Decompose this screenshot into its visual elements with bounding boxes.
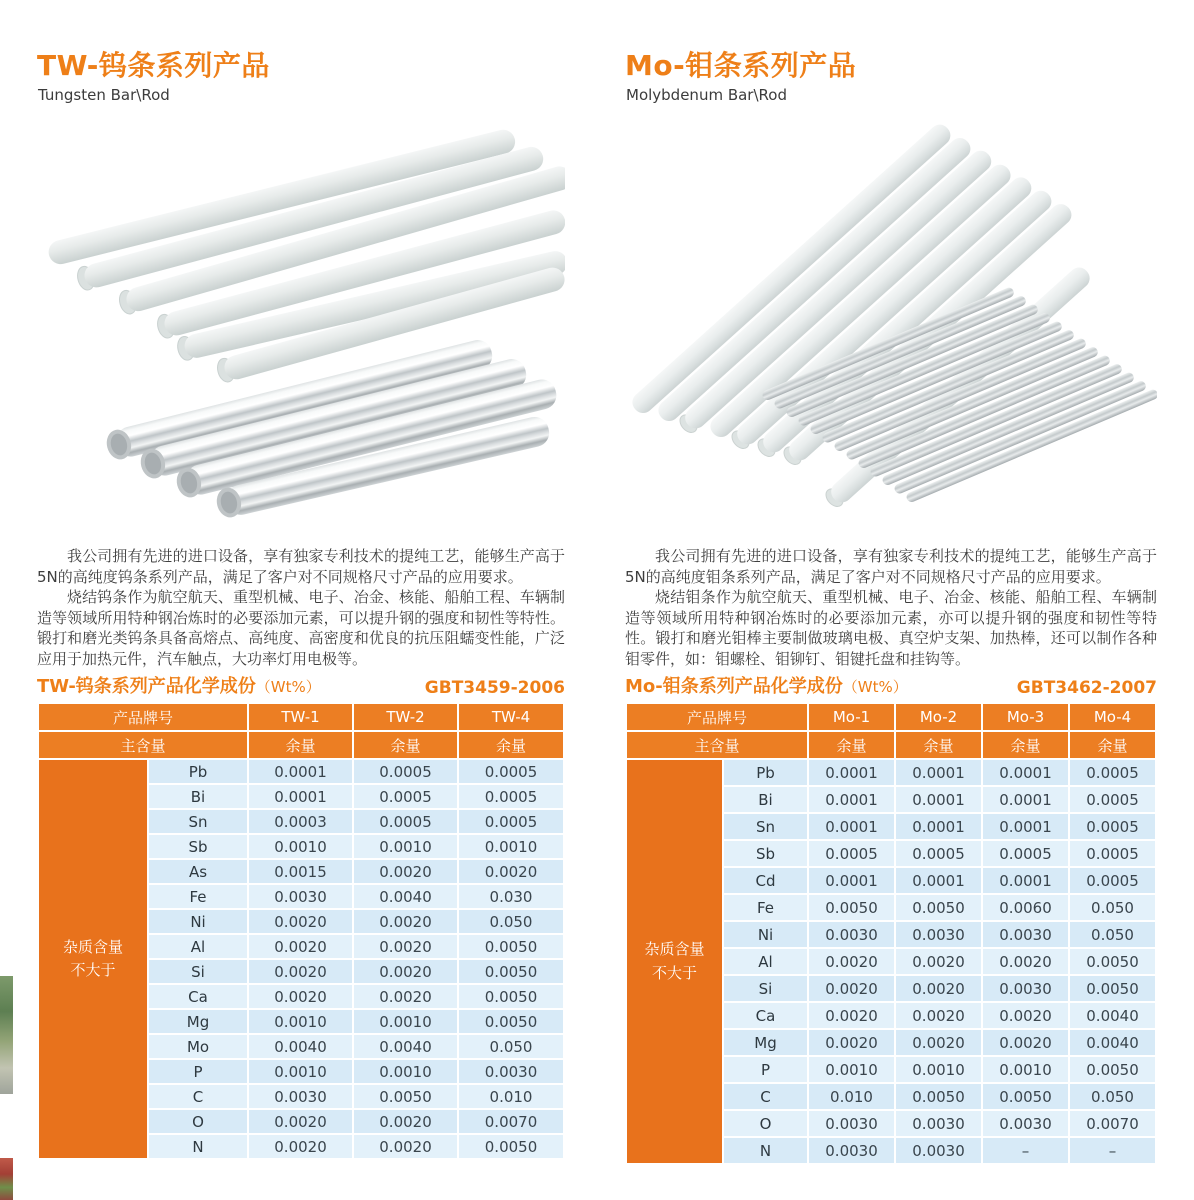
element-cell: Si (724, 976, 807, 1001)
description-paragraph: 我公司拥有先进的进口设备，享有独家专利技术的提纯工艺，能够生产高于5N的高纯度钼条系列产品，满足了客户对不同规格尺寸产品的应用要求。 (625, 547, 1157, 586)
value-cell: 0.0001 (983, 787, 1068, 812)
element-cell: Fe (724, 895, 807, 920)
edge-photo-sliver-red (0, 1158, 13, 1200)
element-cell: O (149, 1110, 247, 1133)
value-cell: 0.0020 (354, 1110, 457, 1133)
value-cell: 0.0005 (459, 810, 563, 833)
impurity-label-cell (39, 760, 147, 1158)
value-cell: 0.0001 (809, 787, 894, 812)
element-cell: Bi (149, 785, 247, 808)
value-cell: 0.0001 (249, 760, 352, 783)
product-description (625, 546, 1157, 670)
value-cell: 0.0020 (354, 910, 457, 933)
element-cell: Sn (724, 814, 807, 839)
element-cell: Ca (724, 1003, 807, 1028)
element-cell: Cd (724, 868, 807, 893)
value-cell: 0.0005 (1070, 868, 1155, 893)
value-cell: 0.0030 (896, 1111, 981, 1136)
molybdenum-rods-photo (625, 106, 1157, 528)
impurity-label-line: 杂质含量 (62, 937, 123, 956)
element-cell: C (724, 1084, 807, 1109)
chem-table-caption (625, 674, 1157, 698)
value-cell: 0.0050 (459, 985, 563, 1008)
value-cell: 0.050 (1070, 1084, 1155, 1109)
value-cell: 0.0020 (896, 949, 981, 974)
value-cell: 0.0050 (459, 935, 563, 958)
page-subtitle-tungsten: Tungsten Bar\Rod (38, 86, 170, 104)
value-cell: 0.0020 (249, 1110, 352, 1133)
value-cell: 0.0070 (459, 1110, 563, 1133)
value-cell: 0.0005 (1070, 814, 1155, 839)
value-cell: 0.0001 (896, 868, 981, 893)
value-cell: 0.0015 (249, 860, 352, 883)
value-cell: 0.0020 (983, 1030, 1068, 1055)
element-cell: As (149, 860, 247, 883)
description-paragraph: 烧结钼条作为航空航天、重型机械、电子、冶金、核能、船舶工程、车辆制造等领域所用特种钢冶炼时的必要添加元素，亦可以提升钢的强度和韧性等特性。锻打和磨光钼棒主要制做玻璃电极、真空炉支架、加热棒，还可以制作各种钼零件，如：钼螺栓、钼铆钉、钼键托盘和挂钩等。 (625, 588, 1157, 668)
value-cell: 0.0005 (809, 841, 894, 866)
value-cell: 0.0020 (983, 1003, 1068, 1028)
col-header-grade: Mo-2 (896, 704, 981, 730)
tungsten-rods-illustration (37, 106, 565, 528)
col-header-grade: TW-2 (354, 704, 457, 730)
value-cell: 0.0020 (809, 949, 894, 974)
value-cell: 0.0030 (809, 1138, 894, 1163)
value-cell: 0.0040 (1070, 1003, 1155, 1028)
chem-table-standard: GBT3462-2007 (1016, 678, 1157, 698)
element-cell: P (149, 1060, 247, 1083)
value-cell: 0.050 (459, 910, 563, 933)
col-header-grade: TW-1 (249, 704, 352, 730)
value-cell: 0.0001 (809, 868, 894, 893)
element-cell: Si (149, 960, 247, 983)
value-cell: 0.0010 (354, 835, 457, 858)
col-header-grade: Mo-3 (983, 704, 1068, 730)
value-cell: 0.0020 (896, 976, 981, 1001)
balance-cell: 余量 (896, 732, 981, 758)
description-paragraph: 我公司拥有先进的进口设备，享有独家专利技术的提纯工艺，能够生产高于5N的高纯度钨条系列产品，满足了客户对不同规格尺寸产品的应用要求。 (37, 547, 565, 586)
value-cell: 0.0050 (809, 895, 894, 920)
value-cell: 0.0001 (983, 868, 1068, 893)
value-cell: 0.0010 (354, 1010, 457, 1033)
balance-cell: 余量 (459, 732, 563, 758)
value-cell: 0.0010 (354, 1060, 457, 1083)
balance-cell: 余量 (983, 732, 1068, 758)
value-cell: 0.030 (459, 885, 563, 908)
value-cell: 0.050 (1070, 895, 1155, 920)
value-cell: 0.0050 (354, 1085, 457, 1108)
element-cell: P (724, 1057, 807, 1082)
element-cell: N (149, 1135, 247, 1158)
value-cell: 0.0010 (249, 1010, 352, 1033)
value-cell: 0.0050 (459, 960, 563, 983)
main-content-label: 主含量 (39, 732, 247, 758)
value-cell: – (983, 1138, 1068, 1163)
value-cell: – (1070, 1138, 1155, 1163)
chem-table-title: Mo-钼条系列产品化学成份 (625, 676, 843, 697)
value-cell: 0.0020 (249, 1135, 352, 1158)
value-cell: 0.0010 (983, 1057, 1068, 1082)
value-cell: 0.0020 (249, 985, 352, 1008)
value-cell: 0.0010 (809, 1057, 894, 1082)
value-cell: 0.0050 (1070, 949, 1155, 974)
value-cell: 0.0020 (249, 910, 352, 933)
chem-table-unit: （Wt%） (255, 678, 321, 696)
product-description (37, 546, 565, 670)
element-cell: Al (149, 935, 247, 958)
value-cell: 0.0001 (249, 785, 352, 808)
value-cell: 0.0010 (459, 835, 563, 858)
value-cell: 0.0050 (983, 1084, 1068, 1109)
value-cell: 0.0020 (354, 960, 457, 983)
value-cell: 0.0005 (354, 760, 457, 783)
value-cell: 0.0030 (249, 885, 352, 908)
page-title-tungsten: TW-钨条系列产品 (37, 49, 270, 82)
element-cell: Ca (149, 985, 247, 1008)
value-cell: 0.0040 (249, 1035, 352, 1058)
value-cell: 0.0050 (1070, 1057, 1155, 1082)
molybdenum-chemistry-table (625, 702, 1157, 1165)
element-cell: O (724, 1111, 807, 1136)
value-cell: 0.0050 (459, 1010, 563, 1033)
value-cell: 0.0020 (983, 949, 1068, 974)
value-cell: 0.0050 (896, 1084, 981, 1109)
element-cell: C (149, 1085, 247, 1108)
value-cell: 0.0030 (983, 976, 1068, 1001)
tungsten-rods-photo (37, 106, 565, 528)
column-tungsten (37, 0, 565, 1200)
element-cell: Sn (149, 810, 247, 833)
value-cell: 0.0001 (896, 814, 981, 839)
value-cell: 0.0070 (1070, 1111, 1155, 1136)
impurity-label-line: 杂质含量 (644, 940, 705, 959)
value-cell: 0.0005 (983, 841, 1068, 866)
value-cell: 0.050 (459, 1035, 563, 1058)
chem-table-standard: GBT3459-2006 (424, 678, 565, 698)
value-cell: 0.0005 (1070, 760, 1155, 785)
value-cell: 0.0010 (896, 1057, 981, 1082)
value-cell: 0.0003 (249, 810, 352, 833)
chem-table-unit: （Wt%） (842, 678, 908, 696)
value-cell: 0.0020 (896, 1030, 981, 1055)
value-cell: 0.0001 (809, 814, 894, 839)
element-cell: Al (724, 949, 807, 974)
col-header-grade: TW-4 (459, 704, 563, 730)
value-cell: 0.0020 (809, 1030, 894, 1055)
impurity-label-cell (627, 760, 722, 1163)
value-cell: 0.0020 (354, 935, 457, 958)
col-header-product-label: 产品牌号 (39, 704, 247, 730)
value-cell: 0.0020 (249, 935, 352, 958)
value-cell: 0.0020 (249, 960, 352, 983)
balance-cell: 余量 (249, 732, 352, 758)
value-cell: 0.0005 (1070, 841, 1155, 866)
chem-table-caption (37, 674, 565, 698)
chem-table-title-group (37, 672, 321, 698)
element-cell: Sb (149, 835, 247, 858)
value-cell: 0.0010 (249, 835, 352, 858)
table-row (627, 760, 1155, 785)
value-cell: 0.0020 (809, 976, 894, 1001)
page-title-molybdenum: Mo-钼条系列产品 (625, 49, 857, 82)
value-cell: 0.0030 (809, 1111, 894, 1136)
value-cell: 0.0040 (354, 1035, 457, 1058)
value-cell: 0.010 (809, 1084, 894, 1109)
value-cell: 0.0020 (459, 860, 563, 883)
col-header-product-label: 产品牌号 (627, 704, 807, 730)
value-cell: 0.0040 (1070, 1030, 1155, 1055)
table-row (39, 760, 563, 783)
value-cell: 0.0020 (354, 1135, 457, 1158)
value-cell: 0.0050 (459, 1135, 563, 1158)
element-cell: Ni (724, 922, 807, 947)
value-cell: 0.0005 (896, 841, 981, 866)
balance-cell: 余量 (354, 732, 457, 758)
element-cell: Fe (149, 885, 247, 908)
element-cell: Sb (724, 841, 807, 866)
value-cell: 0.0040 (354, 885, 457, 908)
value-cell: 0.0050 (896, 895, 981, 920)
value-cell: 0.050 (1070, 922, 1155, 947)
value-cell: 0.0001 (896, 787, 981, 812)
value-cell: 0.010 (459, 1085, 563, 1108)
value-cell: 0.0030 (249, 1085, 352, 1108)
column-molybdenum (625, 0, 1157, 1200)
col-header-grade: Mo-4 (1070, 704, 1155, 730)
value-cell: 0.0010 (249, 1060, 352, 1083)
value-cell: 0.0001 (983, 814, 1068, 839)
element-cell: N (724, 1138, 807, 1163)
molybdenum-rods-illustration (625, 106, 1157, 528)
tungsten-chemistry-table (37, 702, 565, 1160)
page-subtitle-molybdenum: Molybdenum Bar\Rod (626, 86, 787, 104)
value-cell: 0.0060 (983, 895, 1068, 920)
value-cell: 0.0020 (354, 985, 457, 1008)
element-cell: Ni (149, 910, 247, 933)
chem-table-title: TW-钨条系列产品化学成份 (37, 676, 256, 697)
value-cell: 0.0005 (354, 785, 457, 808)
value-cell: 0.0020 (354, 860, 457, 883)
balance-cell: 余量 (1070, 732, 1155, 758)
element-cell: Bi (724, 787, 807, 812)
value-cell: 0.0030 (459, 1060, 563, 1083)
balance-cell: 余量 (809, 732, 894, 758)
value-cell: 0.0030 (983, 922, 1068, 947)
value-cell: 0.0001 (809, 760, 894, 785)
value-cell: 0.0030 (809, 922, 894, 947)
chem-table-title-group (625, 672, 908, 698)
value-cell: 0.0030 (896, 922, 981, 947)
value-cell: 0.0020 (896, 1003, 981, 1028)
value-cell: 0.0005 (1070, 787, 1155, 812)
element-cell: Mo (149, 1035, 247, 1058)
value-cell: 0.0030 (983, 1111, 1068, 1136)
main-content-label: 主含量 (627, 732, 807, 758)
polished-tungsten-rods-photo (104, 337, 560, 520)
value-cell: 0.0001 (983, 760, 1068, 785)
col-header-grade: Mo-1 (809, 704, 894, 730)
description-paragraph: 烧结钨条作为航空航天、重型机械、电子、冶金、核能、船舶工程、车辆制造等领域所用特种钢冶炼时的必要添加元素，可以提升钢的强度和韧性等特性。锻打和磨光类钨条具备高熔点、高纯度、高密度和优良的抗压阻蠕变性能，广泛应用于加热元件，汽车触点，大功率灯用电极等。 (37, 588, 565, 668)
value-cell: 0.0030 (896, 1138, 981, 1163)
value-cell: 0.0005 (354, 810, 457, 833)
value-cell: 0.0005 (459, 760, 563, 783)
edge-photo-sliver-green (0, 976, 13, 1094)
value-cell: 0.0020 (809, 1003, 894, 1028)
impurity-label-line: 不大于 (651, 963, 697, 982)
value-cell: 0.0001 (896, 760, 981, 785)
value-cell: 0.0050 (1070, 976, 1155, 1001)
element-cell: Pb (724, 760, 807, 785)
element-cell: Pb (149, 760, 247, 783)
value-cell: 0.0005 (459, 785, 563, 808)
element-cell: Mg (724, 1030, 807, 1055)
element-cell: Mg (149, 1010, 247, 1033)
impurity-label-line: 不大于 (70, 961, 116, 979)
